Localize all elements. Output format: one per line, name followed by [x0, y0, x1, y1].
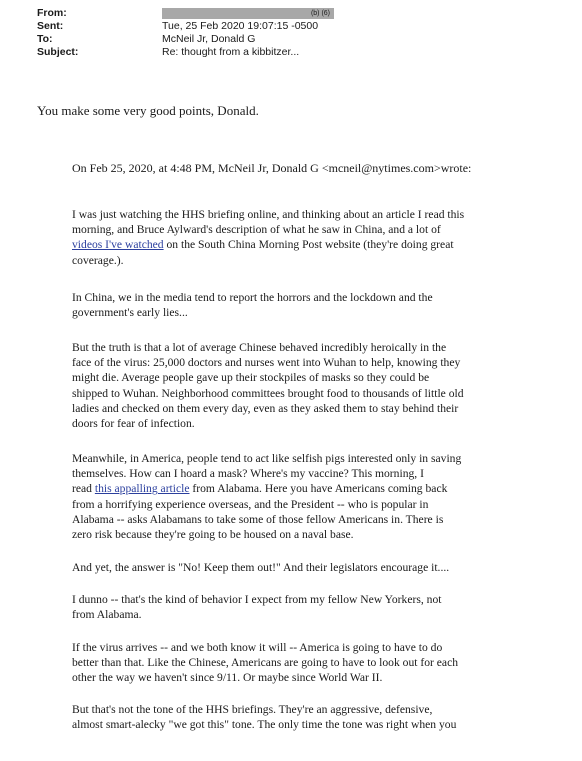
- quoted-message-header: On Feb 25, 2020, at 4:48 PM, McNeil Jr, Donald G <mcneil@nytimes.com>wrote:: [72, 161, 472, 175]
- text-line: themselves. How can I hoard a mask? Where's my vaccine? This morning, I: [72, 467, 424, 481]
- text-line: from a horrifying experience overseas, and the President -- who is popular in: [72, 497, 429, 511]
- sent-row: [37, 20, 557, 33]
- sent-label: Sent:: [37, 20, 64, 32]
- from-row: [37, 7, 557, 20]
- text-line: shipped to Wuhan. Neighborhood committees brought food to thousands of little old: [72, 386, 464, 400]
- subject-value: Re: thought from a kibbitzer...: [162, 46, 300, 58]
- email-header: [37, 7, 557, 59]
- text-line: ladies and checked on them every day, even as they asked them to stay behind their: [72, 401, 459, 415]
- link-trailing-text: from Alabama. Here you have Americans coming back: [189, 482, 448, 496]
- text-line: If the virus arrives -- and we both know it will -- America is going to have to do: [72, 641, 443, 654]
- text-line: But that's not the tone of the HHS briefings. They're an aggressive, defensive,: [72, 703, 433, 716]
- link-trailing-text: on the South China Morning Post website (they're doing great: [163, 238, 454, 252]
- paragraph-8: [72, 702, 567, 732]
- from-label: From:: [37, 7, 67, 19]
- subject-label: Subject:: [37, 46, 79, 58]
- link-leading-text: read: [72, 482, 95, 496]
- redaction-box: (b) (6): [162, 8, 334, 19]
- text-line: I dunno -- that's the kind of behavior I expect from my fellow New Yorkers, not: [72, 593, 442, 606]
- text-line: coverage.).: [72, 253, 124, 267]
- reply-text: You make some very good points, Donald.: [37, 103, 259, 118]
- to-value: McNeil Jr, Donald G: [162, 33, 256, 45]
- text-line: morning, and Bruce Aylward's description of what he saw in China, and a lot of: [72, 223, 441, 237]
- text-line: almost smart-alecky "we got this" tone. The only time the tone was right when you: [72, 718, 457, 732]
- paragraph-4: [72, 451, 567, 542]
- paragraph-3: [72, 340, 567, 431]
- sent-value: Tue, 25 Feb 2020 19:07:15 -0500: [162, 20, 319, 32]
- videos-link[interactable]: videos I've watched: [72, 238, 164, 252]
- text-line: zero risk because they're going to be housed on a naval base.: [72, 528, 354, 542]
- text-line: I was just watching the HHS briefing online, and thinking about an article I read this: [72, 208, 465, 221]
- text-line: [72, 481, 567, 496]
- paragraph-7: [72, 640, 567, 686]
- text-line: might die. Average people gave up their stockpiles of masks so they could be: [72, 371, 430, 385]
- text-line: Alabama -- asks Alabamans to take some of those fellow Americans in. There is: [72, 512, 444, 526]
- paragraph-1: [72, 207, 567, 268]
- text-line: better than that. Like the Chinese, Americans are going to have to look out for each: [72, 656, 459, 670]
- text-line: And yet, the answer is "No! Keep them out!" And their legislators encourage it....: [72, 561, 450, 574]
- paragraph-2: [72, 290, 567, 320]
- text-line: government's early lies...: [72, 306, 188, 320]
- text-line: But the truth is that a lot of average Chinese behaved incredibly heroically in the: [72, 341, 447, 354]
- subject-row: [37, 46, 557, 59]
- to-row: [37, 33, 557, 46]
- appalling-article-link[interactable]: this appalling article: [94, 482, 190, 496]
- text-line: In China, we in the media tend to report the horrors and the lockdown and the: [72, 291, 433, 304]
- text-line: [72, 237, 567, 252]
- paragraph-6: [72, 592, 567, 622]
- to-label: To:: [37, 33, 53, 45]
- text-line: other the way we haven't since 9/11. Or maybe since World War II.: [72, 671, 383, 685]
- text-line: from Alabama.: [72, 608, 142, 622]
- text-line: face of the virus: 25,000 doctors and nurses went into Wuhan to help, knowing they: [72, 356, 461, 370]
- paragraph-5: [72, 560, 567, 575]
- text-line: Meanwhile, in America, people tend to act like selfish pigs interested only in saving: [72, 452, 462, 465]
- text-line: doors for fear of infection.: [72, 417, 195, 431]
